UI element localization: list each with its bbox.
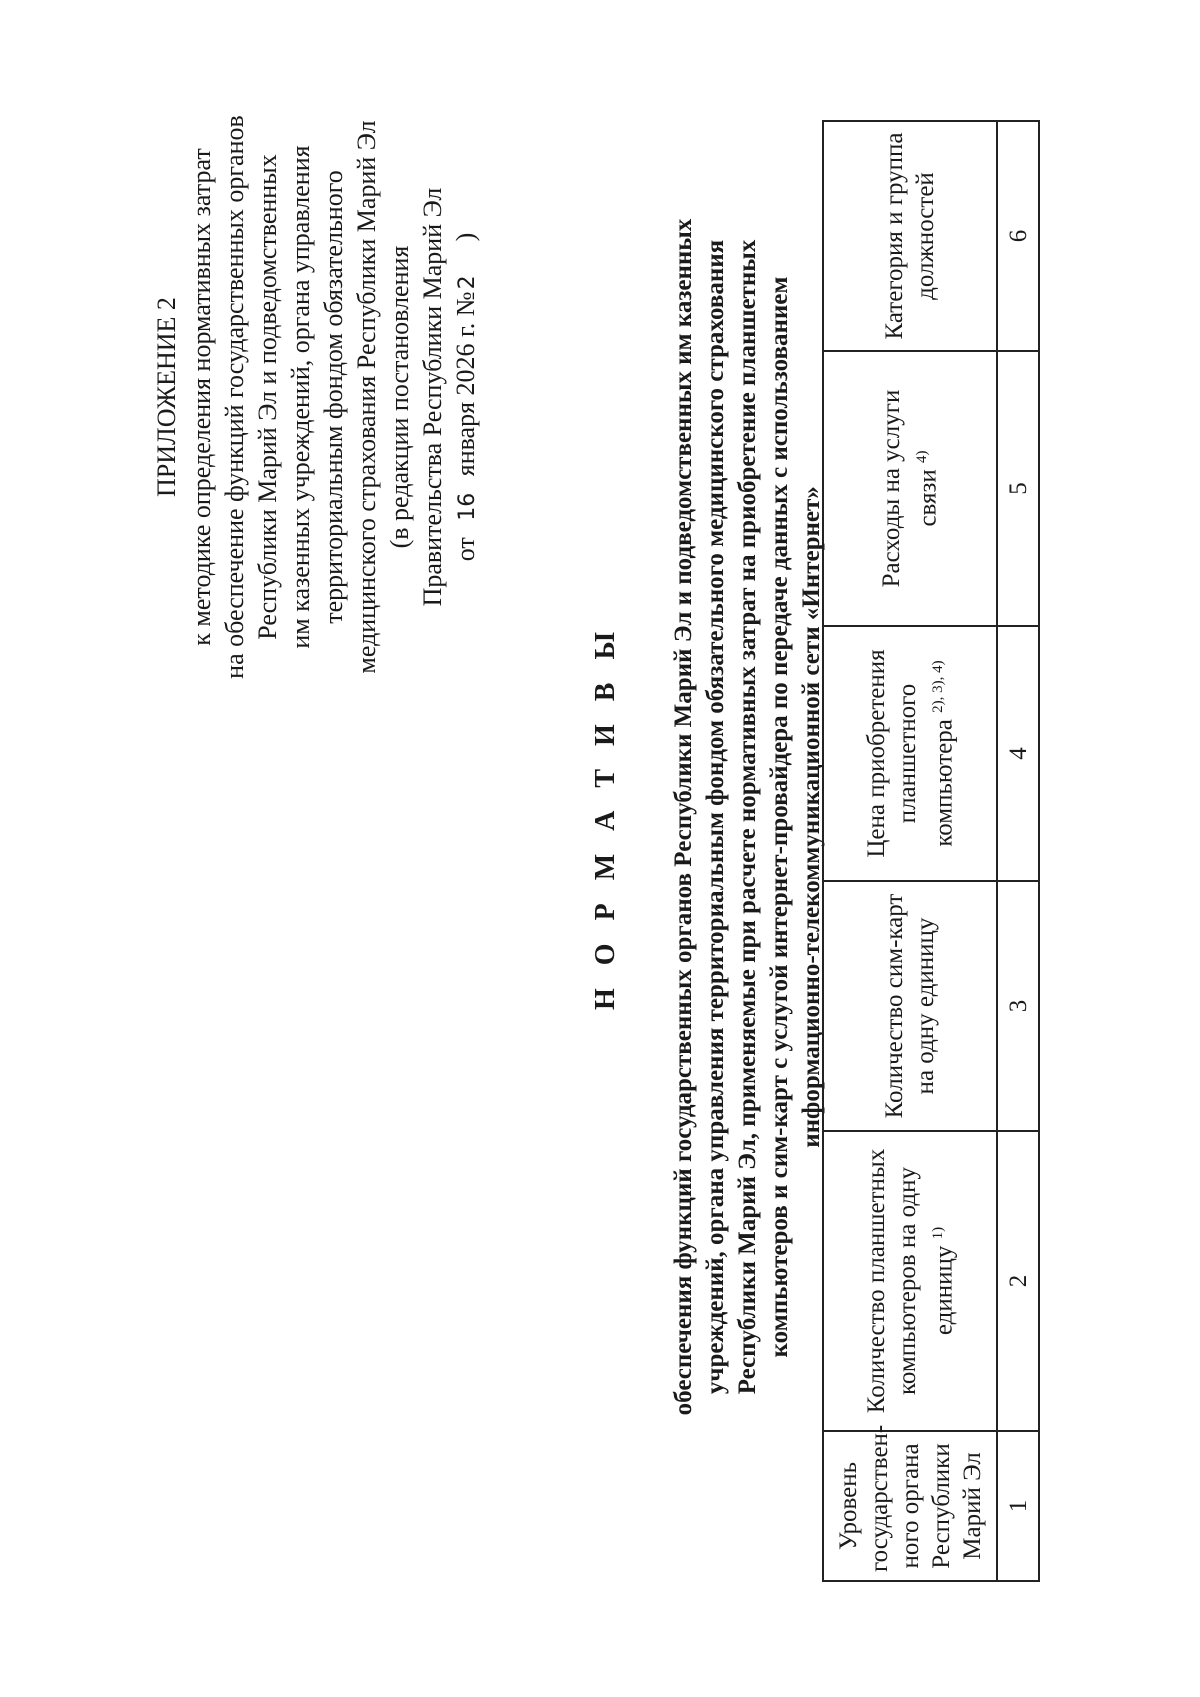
column-number: 6 (997, 121, 1039, 351)
column-header-tablet-count: Количество планшетных компьютеров на одну единицу $^{1)}$ (823, 1131, 997, 1431)
heading-line: обеспечения функций государственных органов Республики Марий Эл и подведомственных им казенных (670, 218, 697, 1416)
heading-line: информационно-телекоммуникационной сети «Интернет» (798, 486, 825, 1148)
appendix-line: к методике определения нормативных затрат (187, 148, 216, 646)
column-header-tablet-price: Цена приобретения планшетного компьютера $^{2), 3), 4)}$ (823, 626, 997, 881)
column-header-sim-count: Количество сим-карт на одну единицу (823, 881, 997, 1131)
appendix-title: ПРИЛОЖЕНИЕ 2 (152, 297, 181, 497)
date-closing-paren: ) (451, 232, 480, 242)
table-header-row (823, 121, 997, 1581)
appendix-date-line (449, 77, 484, 717)
column-header-communication-costs: Расходы на услуги связи $^{4)}$ (823, 351, 997, 626)
appendix-line: территориальным фондом обязательного (319, 170, 348, 624)
column-number: 2 (997, 1131, 1039, 1431)
table-header (823, 121, 997, 1581)
column-number: 1 (997, 1431, 1039, 1581)
number-prefix: № (451, 291, 480, 317)
heading-line: Республики Марий Эл, применяемые при расчете нормативных затрат на приобретение планшетных (734, 239, 761, 1395)
appendix-line: Правительства Республики Марий Эл (418, 187, 447, 607)
document-title: Н О Р М А Т И В Ы (590, 624, 621, 1010)
footnote-ref: 1) (929, 1226, 946, 1240)
column-number: 5 (997, 351, 1039, 626)
norms-table (822, 120, 1040, 1582)
table-row-column-numbers (997, 121, 1039, 1581)
appendix-line: медицинского страхования Республики Марий Эл (352, 120, 381, 674)
date-day-handwritten: 16 (455, 492, 480, 521)
appendix-line: им казенных учреждений, органа управления (286, 145, 315, 649)
column-header-level: Уровень государствен-ного органа Республики Марий Эл (823, 1431, 997, 1581)
appendix-header (150, 77, 484, 717)
appendix-line: (в редакции постановления (385, 245, 414, 549)
number-value-handwritten: 2 (455, 275, 480, 290)
column-number: 4 (997, 626, 1039, 881)
date-month: января 2026 г. (451, 322, 480, 477)
appendix-line: на обеспечение функций государственных органов (220, 115, 249, 679)
column-number: 3 (997, 881, 1039, 1131)
heading-line: компьютеров и сим-карт с услугой интернет-провайдера по передаче данных с использованием (766, 276, 793, 1358)
document-heading (590, 87, 828, 1547)
column-header-position-category: Категория и группа должностей (823, 121, 997, 351)
footnote-ref: 4) (914, 450, 931, 463)
footnote-ref: 2), 3), 4) (929, 660, 946, 713)
date-prefix: от (451, 537, 480, 562)
appendix-line: Республики Марий Эл и подведомственных (253, 154, 282, 640)
heading-line: учреждений, органа управления территориальным фондом обязательного медицинского страхования (702, 239, 729, 1395)
